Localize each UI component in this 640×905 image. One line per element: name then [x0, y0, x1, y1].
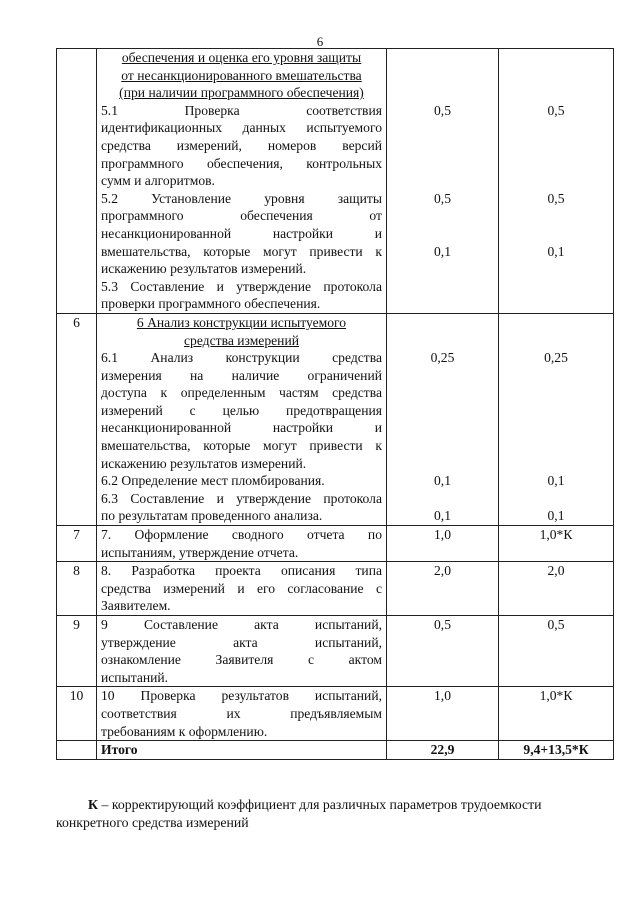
value-col-1: 2,0 — [387, 562, 499, 616]
section-heading-line: (при наличии программного обеспечения) — [119, 85, 364, 101]
item-line: Заявителем. — [101, 598, 171, 614]
item-line: искажению результатов измерений. — [101, 455, 307, 471]
value: 0,1 — [434, 508, 451, 524]
value: 0,25 — [544, 350, 568, 366]
value-col-2: 1,0*К — [499, 526, 614, 562]
value: 0,5 — [547, 190, 565, 206]
item-line: 7. Оформление сводного отчета по — [101, 527, 382, 543]
item-line: по результатам проведенного анализа. — [101, 508, 323, 524]
item-line: несанкционированной настройки и — [101, 225, 382, 241]
total-value-2: 9,4+13,5*К — [499, 741, 614, 760]
footnote-text: – корректирующий коэффициент для различных параметров трудоемкости — [98, 797, 542, 812]
row-number — [57, 49, 97, 314]
item-line: 10 Проверка результатов испытаний, — [101, 688, 382, 704]
value-col-1 — [387, 49, 499, 314]
row-description — [97, 562, 387, 616]
item-line: 6.2 Определение мест пломбирования. — [101, 473, 325, 489]
labor-table — [56, 48, 614, 760]
value-col-1: 1,0 — [387, 526, 499, 562]
table-row — [57, 616, 614, 687]
row-description — [97, 49, 387, 314]
item-line: вмешательства, которые могут привести к — [101, 438, 382, 454]
row-number: 8 — [57, 562, 97, 616]
item-line: средства измерений и его согласование с — [101, 580, 382, 596]
item-line: 8. Разработка проекта описания типа — [101, 563, 382, 579]
item-line: 9 Составление акта испытаний, — [101, 617, 382, 632]
value-col-2: 1,0*К — [499, 687, 614, 741]
footnote-text-line2: конкретного средства измерений — [56, 815, 249, 830]
table-row — [57, 562, 614, 616]
item-line: испытаний. — [101, 669, 169, 685]
item-line: доступа к определенным частям средства — [101, 385, 382, 401]
item-line: 5.3 Составление и утверждение протокола — [101, 278, 382, 294]
item-line: вмешательства, которые могут привести к — [101, 243, 382, 259]
page-number: 6 — [316, 34, 324, 49]
item-line: несанкционированной настройки и — [101, 420, 382, 436]
value: 0,1 — [434, 243, 451, 259]
item-line: 6.3 Составление и утверждение протокола — [101, 490, 382, 506]
value: 0,5 — [547, 102, 565, 118]
value-col-2: 0,5 — [499, 616, 614, 687]
value: 0,5 — [434, 190, 451, 206]
value: 0,25 — [430, 350, 455, 366]
row-number: 6 — [57, 313, 97, 525]
section-heading-line: обеспечения и оценка его уровня защиты — [121, 50, 362, 65]
item-line: программного обеспечения от — [101, 208, 382, 224]
item-line: 6.1 Анализ конструкции средства — [101, 350, 382, 366]
row-description — [97, 687, 387, 741]
total-row — [57, 741, 614, 760]
row-number — [57, 741, 97, 760]
section-heading-line: средства измерений — [184, 332, 299, 348]
row-description — [97, 313, 387, 525]
value: 0,1 — [547, 473, 565, 489]
value-col-1: 1,0 — [387, 687, 499, 741]
item-line: испытаниям, утверждение отчета. — [101, 544, 299, 560]
item-line: 5.2 Установление уровня защиты — [101, 190, 382, 206]
item-line: программного обеспечения, контрольных — [101, 155, 382, 171]
row-number: 9 — [57, 616, 97, 687]
item-line: проверки программного обеспечения. — [101, 296, 321, 312]
row-number: 10 — [57, 687, 97, 741]
footnote — [88, 795, 610, 815]
value-col-2: 2,0 — [499, 562, 614, 616]
item-line: 5.1 Проверка соответствия — [101, 102, 382, 118]
item-line: средства измерений, номеров версий — [101, 137, 382, 153]
item-line: идентификационных данных испытуемого — [101, 120, 382, 136]
value: 0,1 — [547, 243, 565, 259]
value-col-1: 0,5 — [387, 616, 499, 687]
value: 0,5 — [434, 102, 451, 118]
table-row — [57, 687, 614, 741]
item-line: соответствия их предъявляемым — [101, 705, 382, 721]
table-row — [57, 49, 614, 314]
value-col-1 — [387, 313, 499, 525]
item-line: измерения на наличие ограничений — [101, 367, 382, 383]
item-line: искажению результатов измерений. — [101, 261, 307, 277]
section-heading-line: от несанкционированного вмешательства — [121, 67, 362, 83]
table-row — [57, 526, 614, 562]
row-description — [97, 616, 387, 687]
value-col-2 — [499, 313, 614, 525]
table-row — [57, 313, 614, 525]
item-line: ознакомление Заявителя с актом — [101, 652, 382, 668]
item-line: сумм и алгоритмов. — [101, 173, 215, 189]
row-description — [97, 526, 387, 562]
item-line: требованиям к оформлению. — [101, 723, 268, 739]
value: 0,1 — [434, 473, 451, 489]
item-line: измерений с целью предотвращения — [101, 402, 382, 418]
item-line: утверждение акта испытаний, — [101, 634, 382, 650]
value: 0,1 — [547, 508, 565, 524]
total-label: Итого — [97, 741, 387, 760]
footnote-key: К — [88, 797, 99, 812]
row-number: 7 — [57, 526, 97, 562]
value-col-2 — [499, 49, 614, 314]
section-heading-line: 6 Анализ конструкции испытуемого — [136, 314, 347, 330]
total-value-1: 22,9 — [387, 741, 499, 760]
